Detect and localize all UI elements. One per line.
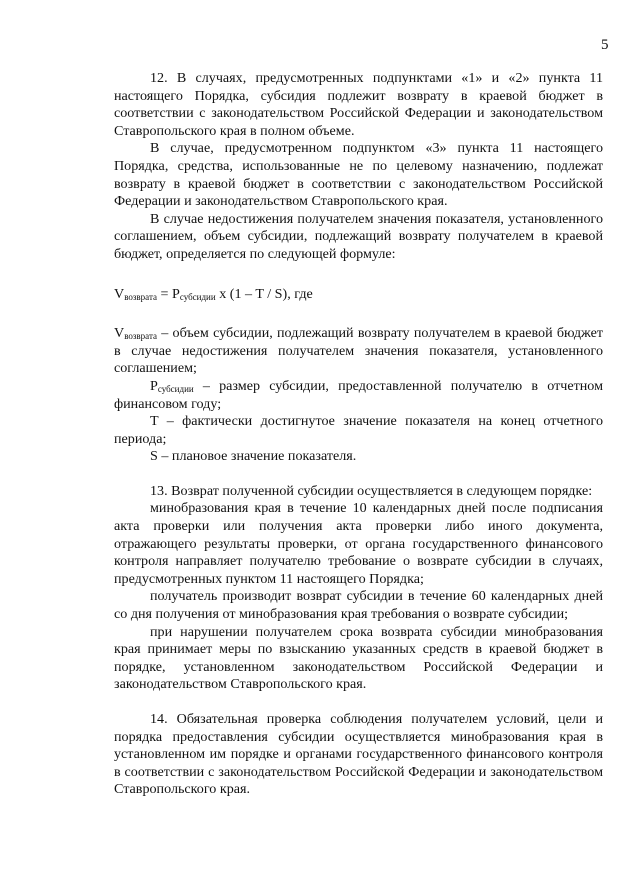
paragraph-12-3: В случае недостижения получателем значения показателя, установленного соглашением, объем субсидии, подлежащий возврату получателем в краевой бюджет, определяется по следующей формуле: bbox=[114, 210, 603, 262]
definition-v-text: – объем субсидии, подлежащий возврату получателем в краевой бюджет в случае недостижения получателем значения показателя, установленного соглашением; bbox=[114, 325, 603, 377]
definition-p-sub: субсидии bbox=[157, 383, 194, 394]
formula-rest: x (1 – T / S), где bbox=[215, 285, 313, 302]
formula bbox=[114, 286, 603, 304]
definition-t: T – фактически достигнутое значение показателя на конец отчетного периода; bbox=[114, 413, 603, 447]
paragraph-13-1: 13. Возврат полученной субсидии осуществляется в следующем порядке: bbox=[150, 482, 593, 499]
formula-v: V bbox=[114, 285, 125, 302]
paragraph-14-1: 14. Обязательная проверка соблюдения получателем условий, цели и порядка предоставления субсидии осуществляется минобразования края в установленном им порядке и органами государственного финансового контроля в соответствии с законодательством Российской Федерации и законодательством Ставропольского края. bbox=[114, 711, 603, 798]
formula-p-sub: субсидии bbox=[179, 291, 216, 302]
definition-p bbox=[114, 378, 603, 413]
definition-s: S – плановое значение показателя. bbox=[150, 448, 357, 465]
paragraph-12-2: В случае, предусмотренном подпунктом «3» пункта 11 настоящего Порядка, средства, использованные не по целевому назначению, подлежат возврату в краевой бюджет в соответствии с законодательством Российской Федерации и законодательством Ставропольского края. bbox=[114, 140, 603, 210]
paragraph-12-1: 12. В случаях, предусмотренных подпунктами «1» и «2» пункта 11 настоящего Порядка, субсидия подлежит возврату в краевой бюджет в соответствии с законодательством Российской Федерации и законодательством Ставропольского края в полном объеме. bbox=[114, 70, 603, 139]
page-number: 5 bbox=[601, 37, 609, 53]
definition-v bbox=[114, 325, 603, 378]
definition-p-text: – размер субсидии, предоставленной получателю в отчетном финансовом году; bbox=[114, 377, 603, 412]
formula-eq: = bbox=[156, 285, 172, 302]
definition-v-symbol: V bbox=[114, 325, 125, 342]
formula-p: P bbox=[171, 285, 180, 302]
formula-v-sub: возврата bbox=[124, 291, 157, 302]
definition-v-sub: возврата bbox=[124, 331, 157, 342]
paragraph-13-3: получатель производит возврат субсидии в течение 60 календарных дней со дня получения от минобразования края требования о возврате субсидии; bbox=[114, 588, 603, 623]
paragraph-13-4: при нарушении получателем срока возврата субсидии минобразования края принимает меры по взысканию указанных средств в краевой бюджет в порядке, установленном законодательством Российской Федерации и законодательством Ставропольского края. bbox=[114, 623, 603, 693]
paragraph-13-2: минобразования края в течение 10 календарных дней после подписания акта проверки или получения акта проверки либо иного документа, отражающего результаты проверки, от органа государственного финансового контроля направляет получателю требование о возврате субсидии в случаях, предусмотренных пунктом 11 настоящего Порядка; bbox=[114, 500, 603, 587]
definition-p-symbol: P bbox=[150, 377, 158, 394]
